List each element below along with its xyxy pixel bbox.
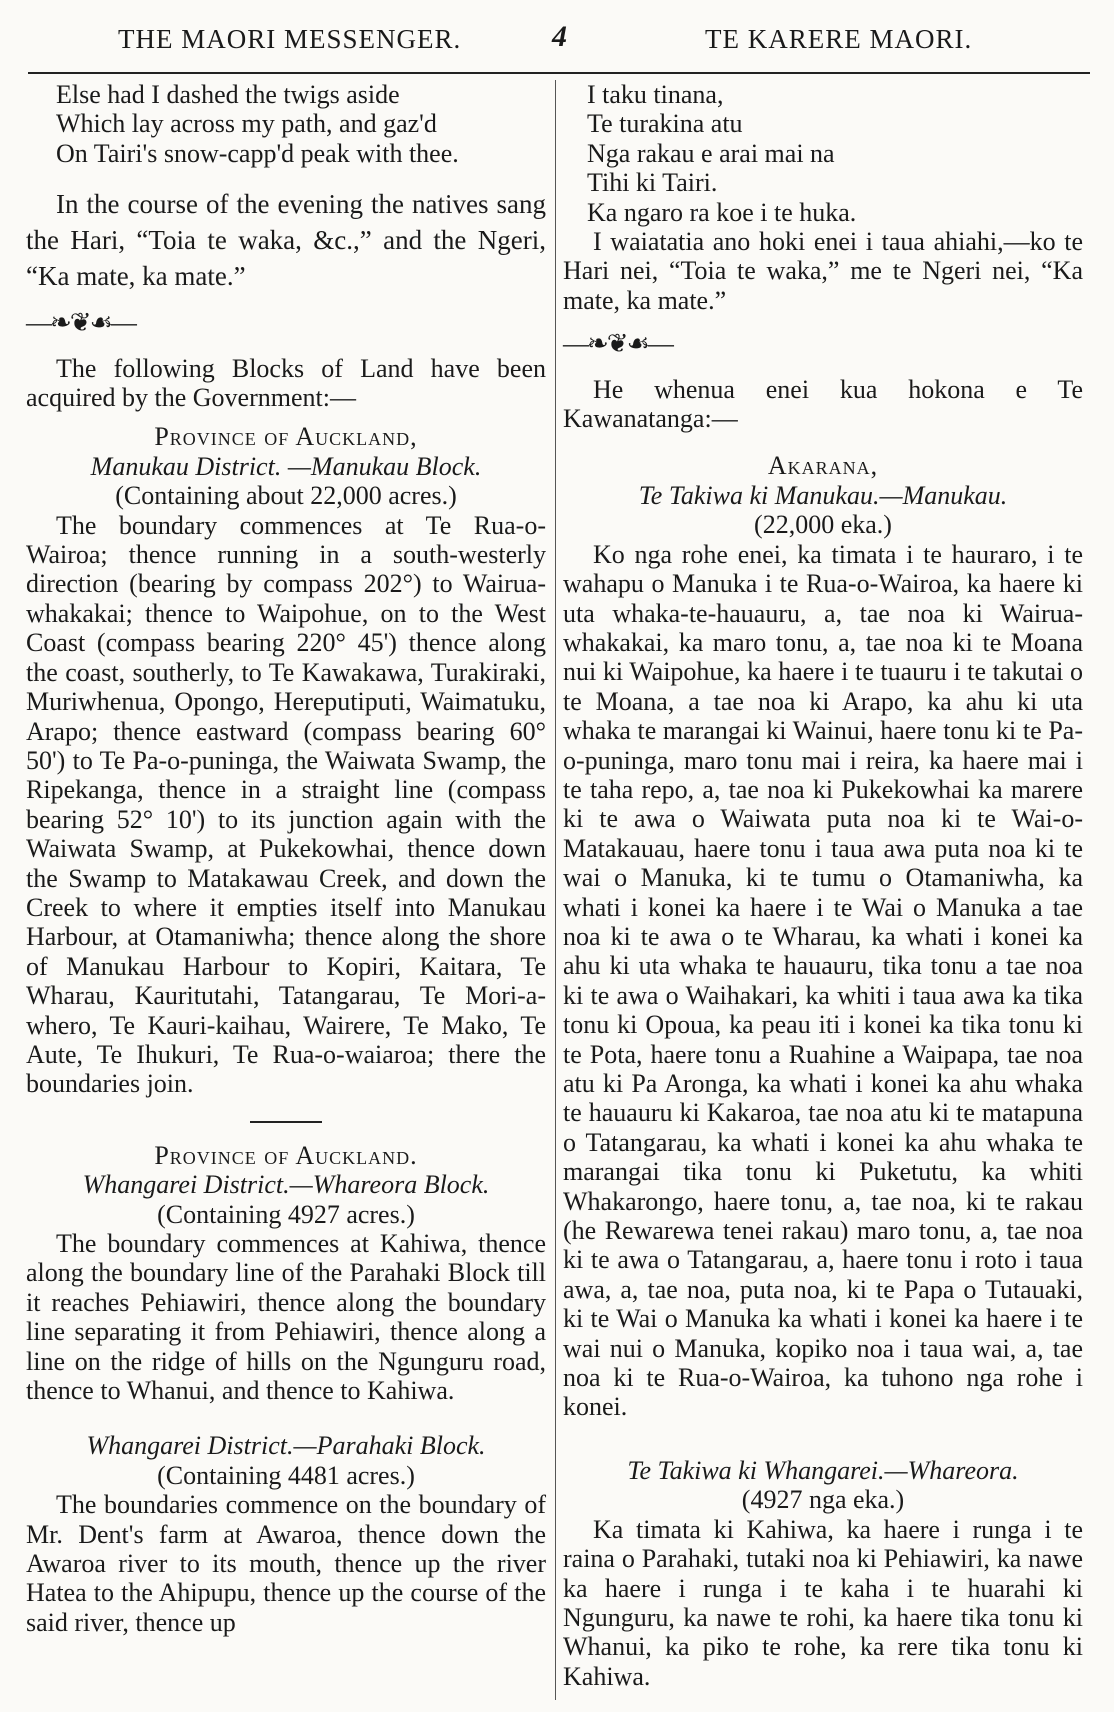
ornament-divider: —❧❦☙— xyxy=(563,329,672,359)
section-acreage: (Containing about 22,000 acres.) xyxy=(115,481,457,511)
section-acreage: (Containing 4927 acres.) xyxy=(157,1199,415,1229)
poem-maori xyxy=(563,80,1083,227)
header-maori-title: TE KARERE MAORI. xyxy=(705,24,973,54)
section-rule xyxy=(250,1121,322,1123)
english-column xyxy=(26,80,546,1637)
poem-english xyxy=(26,80,546,168)
section-district: Manukau District. —Manukau Block. xyxy=(90,451,482,481)
poem-line: Else had I dashed the twigs aside xyxy=(56,80,400,109)
section-province: Akarana, xyxy=(767,451,879,481)
page-number: 4 xyxy=(552,20,568,53)
section-acreage: (22,000 eka.) xyxy=(754,510,892,540)
section-district: Te Takiwa ki Whangarei.—Whareora. xyxy=(627,1455,1019,1485)
poem-line: Ka ngaro ra koe i te huka. xyxy=(587,197,857,227)
poem-line: Tihi ki Tairi. xyxy=(587,168,718,198)
section-district: Whangarei District.—Whareora Block. xyxy=(82,1170,490,1200)
evening-paragraph: I waiatatia ano hoki enei i taua ahiahi,—ko te Hari nei, “Toia te waka,” me te Ngeri nei, “Ka mate, ka mate.” xyxy=(563,227,1083,315)
poem-line: On Tairi's snow-capp'd peak with thee. xyxy=(56,138,459,168)
blocks-intro: The following Blocks of Land have been acquired by the Government:— xyxy=(26,353,546,413)
section-district: Whangarei District.—Parahaki Block. xyxy=(86,1431,486,1461)
section-district: Te Takiwa ki Manukau.—Manukau. xyxy=(638,480,1008,510)
section-acreage: (Containing 4481 acres.) xyxy=(157,1460,415,1490)
poem-line: Te turakina atu xyxy=(587,109,743,139)
boundary-description: The boundaries commence on the boundary of Mr. Dent's farm at Awaroa, thence down the Awaroa river to its mouth, thence up the river Hatea to the Ahipupu, thence up the course of the said river, thence up xyxy=(26,1490,546,1637)
boundary-description: The boundary commences at Te Rua-o-Wairoa; thence running in a south-westerly direction (bearing by compass 202°) to Wairua-whakakai; thence to Waipohue, on to the West Coast (compass bearing 220° 45') thence along the coast, southerly, to Te Kawakawa, Turakiraki, Muriwhenua, Opongo, Hereputiputi, Waimatuku, Arapo; thence eastward (compass bearing 60° 50') to Te Pa-o-puninga, the Waiwata Swamp, the Ripekanga, thence in a straight line (compass bearing 52° 10') to its junction again with the Waiwata Swamp, at Pukekowhai, thence down the Swamp to Matakawau Creek, and down the Creek to where it empties itself into Manukau Harbour, at Otamaniwha; thence along the shore of Manukau Harbour to Kopiri, Kaitara, Te Wharau, Kauritutahi, Tatangarau, Te Mori-a-whero, Te Kauri-kaihau, Wairere, Te Mako, Te Aute, Te Ihukuri, Te Rua-o-waiaroa; there the boundaries join. xyxy=(26,510,546,1099)
header-english-title: THE MAORI MESSENGER. xyxy=(118,24,462,54)
evening-paragraph: In the course of the evening the natives sang the Hari, “Toia te waka, &c.,” and the Ngeri, “Ka mate, ka mate.” xyxy=(26,189,546,292)
poem-line: I taku tinana, xyxy=(587,80,724,109)
ornament-divider: —❧❦☙— xyxy=(26,308,135,338)
header-rule xyxy=(28,72,1090,74)
poem-line: Nga rakau e arai mai na xyxy=(587,138,835,168)
boundary-description: Ka timata ki Kahiwa, ka haere i runga i te raina o Parahaki, tutaki noa ki Pehiawiri, ka nawe ka haere i runga i te kaha i te huarahi ki Ngunguru, ka nawe te rohi, ka haere tika tonu ki Whanui, ka piko te rohe, ka rere tika tonu ki Kahiwa. xyxy=(563,1514,1083,1691)
page-header xyxy=(0,18,1114,58)
section-acreage: (4927 nga eka.) xyxy=(741,1485,905,1515)
poem-line: Which lay across my path, and gaz'd xyxy=(56,109,437,139)
maori-column xyxy=(563,80,1083,1691)
blocks-intro: He whenua enei kua hokona e Te Kawanatanga:— xyxy=(563,374,1083,434)
boundary-description: Ko nga rohe enei, ka timata i te hauraro, i te wahapu o Manuka i te Rua-o-Wairoa, ka haere ki uta whaka-te-hauauru, a, tae noa ki Wairua-whakakai, ka maro tonu, a, tae noa ki te Moana nui ki Waipohue, ka haere i te tuauru i te takutai o te Moana, a tae noa ki Arapo, ka ahu ki uta whaka te marangai ki Wainui, haere tonu ki te Pa-o-puninga, maro tonu mai i reira, ka haere mai i te taha repo, a, tae noa ki Pukekowhai ka marere ki te awa o Waiwata puta noa ki te Wai-o-Matakauau, haere tonu i taua awa puta noa ki te wai o Manuka, ki te tumu o Otamaniwha, ka whati i konei ka haere i te Wai o Manuka a tae noa ki te awa o te Wharau, ka whati i konei ka ahu ki uta whaka te hauauru, tika tonu a tae noa ki te awa o Waihakari, ka whiti i taua awa ka tika tonu ki Opoua, ka peau iti i konei ka tika tonu ki te Pota, haere tonu a Ruahine a Waipapa, tae noa atu ki Pa Aronga, ka whati i konei ka ahu whaka te hauauru ki Kakaroa, tae noa atu ki te matapuna o Tatangarau, ka whati i konei ka ahu whaka te marangai tika tonu ki Puketutu, ka whiti Whakarongo, haere tonu, a, tae noa, ki te rakau (he Rewarewa tenei rakau) maro tonu, a, tae noa ki te awa o Tatangarau, a, haere tonu i roto i taua awa, a, tae noa, puta noa, ki te Papa o Tutauaki, ki te Wai o Manuka ka whati i konei ka haere i te wai nui o Manuka, kopiko noa i taua wai, a, tae noa ki te Rua-o-Wairoa, ka tuhono nga rohe i konei. xyxy=(563,539,1083,1422)
boundary-description: The boundary commences at Kahiwa, thence along the boundary line of the Parahaki Block till it reaches Pehiawiri, thence along the boundary line separating it from Pehiawiri, thence along a line on the ridge of hills on the Ngunguru road, thence to Whanui, and thence to Kahiwa. xyxy=(26,1229,546,1406)
section-province: Province of Auckland. xyxy=(154,1140,418,1170)
section-province: Province of Auckland, xyxy=(154,422,418,452)
column-divider xyxy=(555,80,556,1700)
